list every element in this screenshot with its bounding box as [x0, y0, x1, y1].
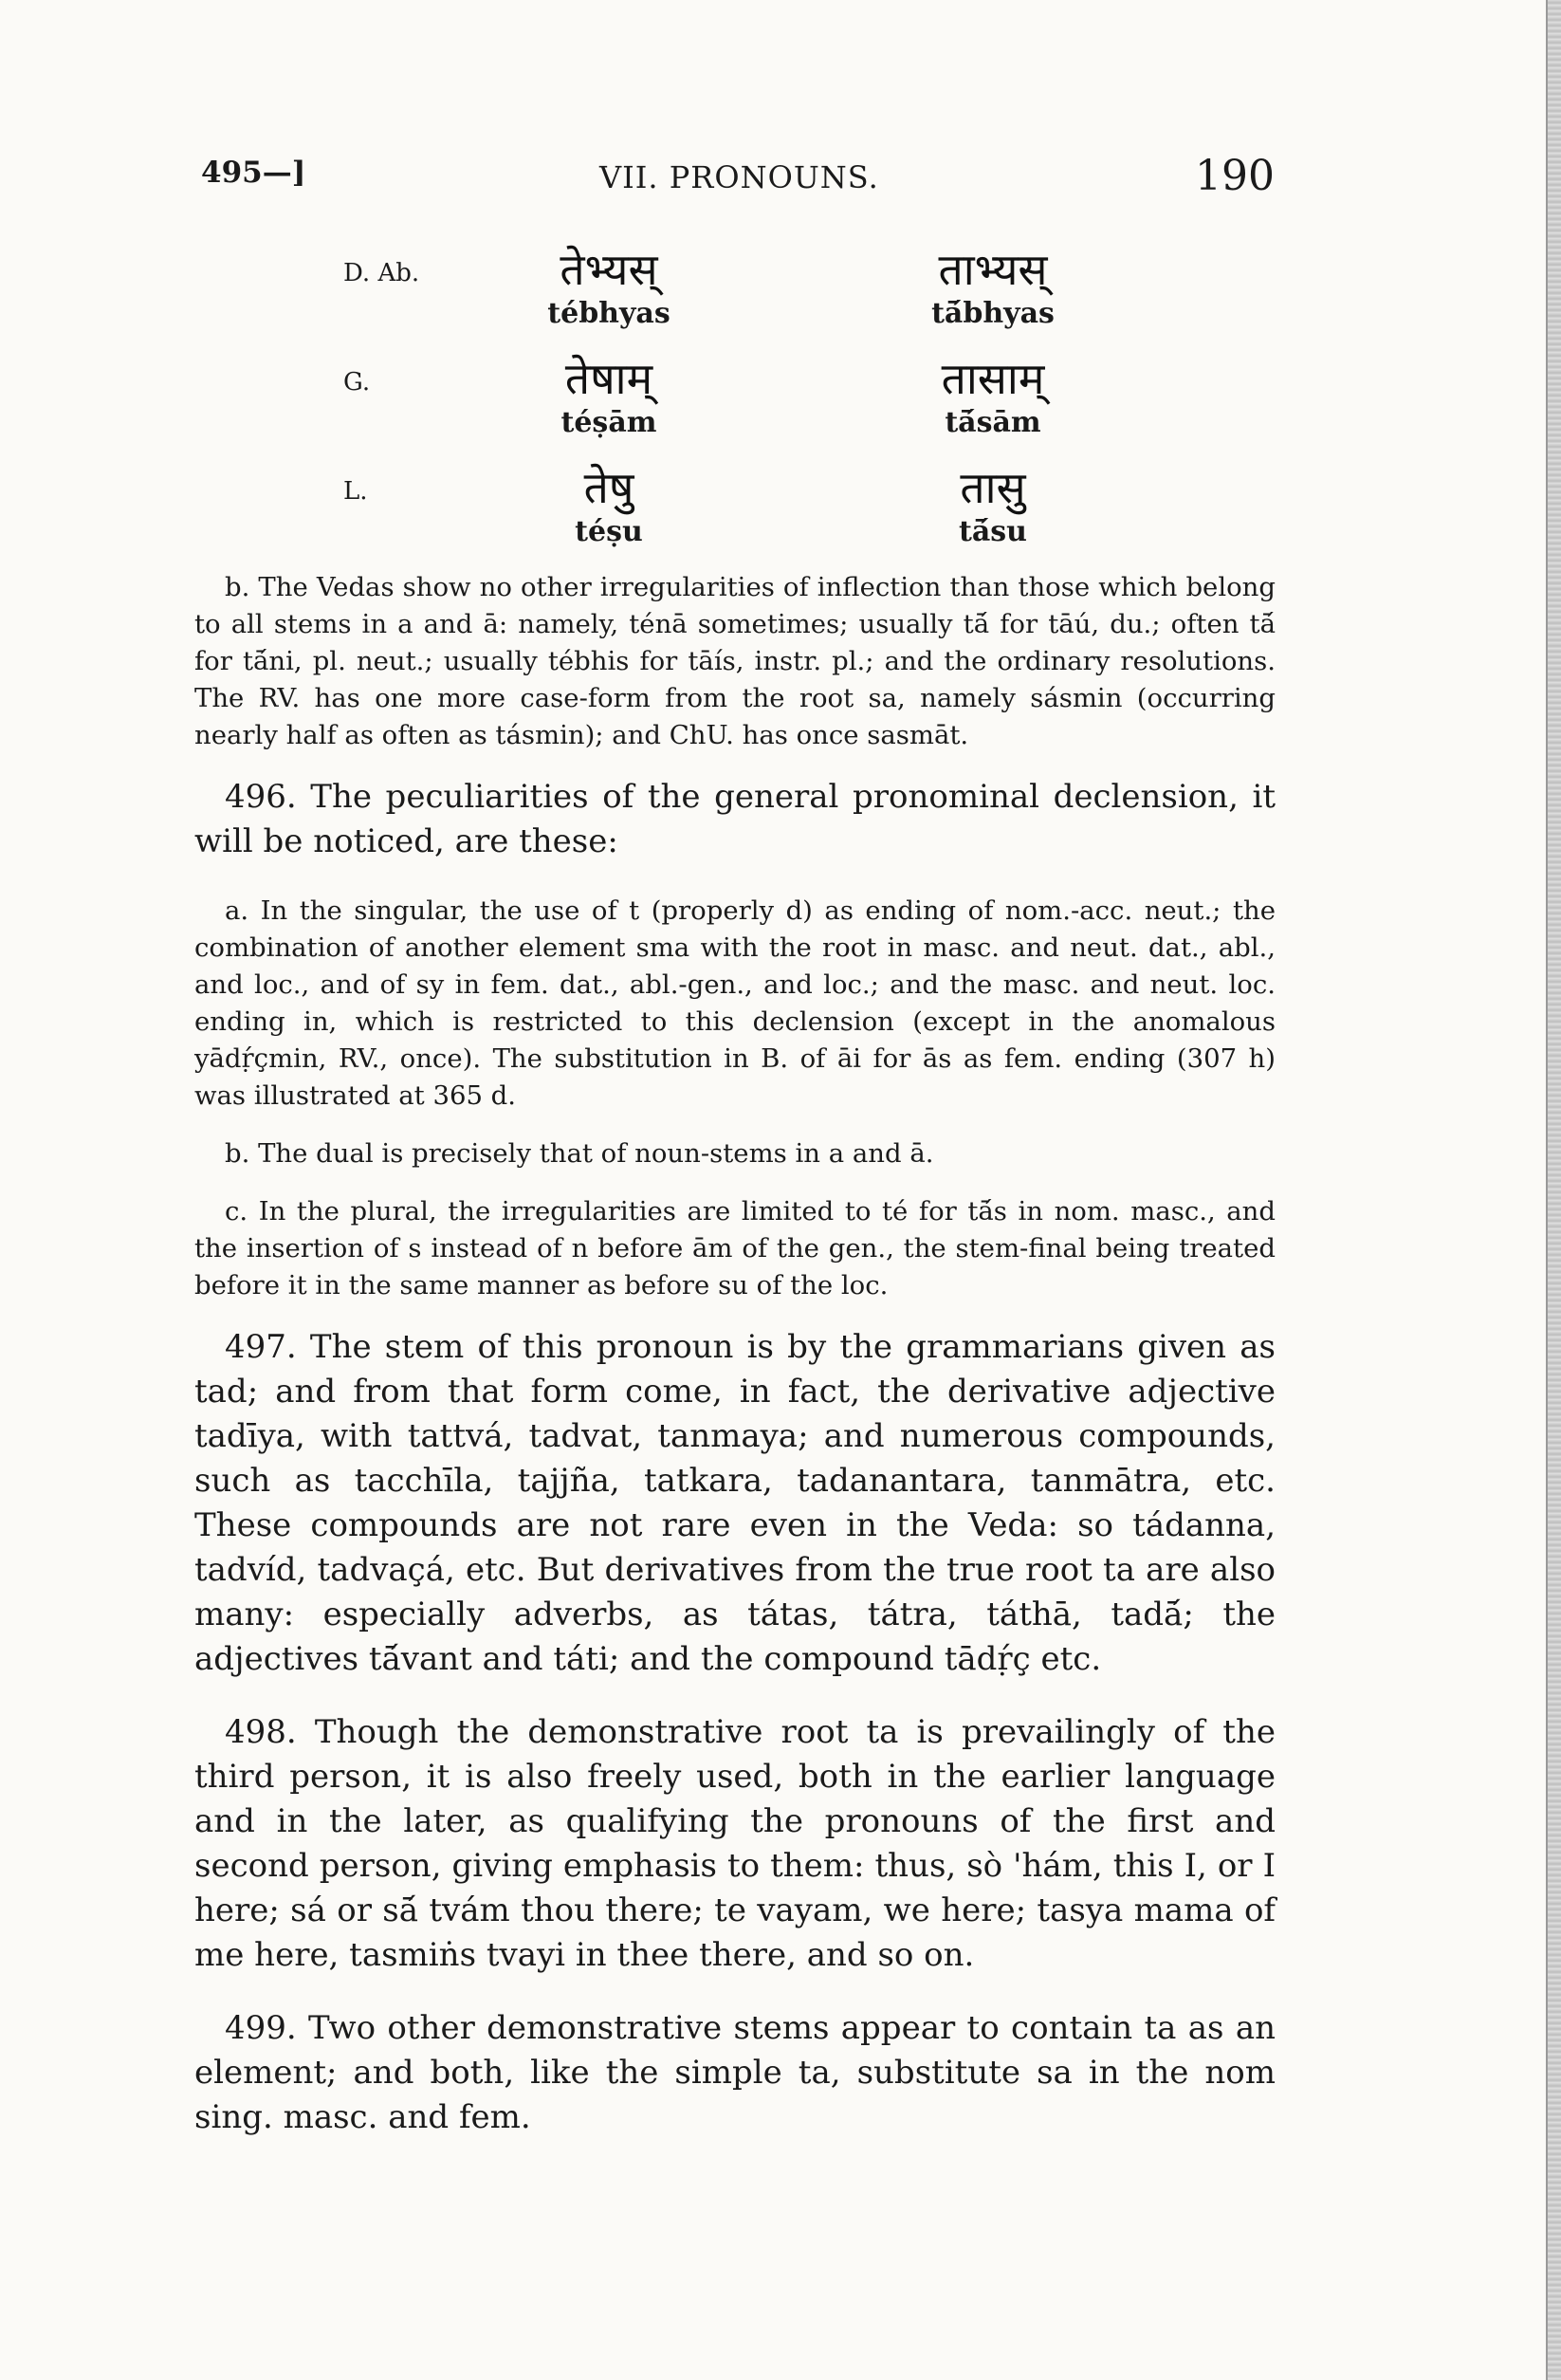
case-label: D. Ab. — [343, 259, 420, 287]
transliteration: tā́bhyas — [931, 297, 1055, 330]
note-a-singular: a. In the singular, the use of t (properly d) as ending of nom.-acc. neut.; the combination of another element sma with the root in masc. and neut. dat., abl., and loc., and of sy in fem. dat., abl.-gen., and loc.; and the masc. and neut. loc. ending in, which is restricted to this declension (except in the anomalous yādṛ́çmin, RV., once). The substitution in B. of āi for ās as fem. ending (307 h) was illustrated at 365 d. — [194, 895, 1276, 1111]
paradigm-row-locative — [201, 460, 1282, 569]
feminine-form — [860, 460, 1126, 549]
masculine-form — [476, 242, 742, 331]
transliteration: téṣu — [575, 515, 643, 548]
page-edge — [1546, 0, 1561, 2380]
running-header — [201, 150, 1282, 207]
feminine-form — [860, 351, 1126, 440]
note-c-plural: c. In the plural, the irregularities are limited to té for tā́s in nom. masc., and the insertion of s instead of n before ām of the gen., the stem-final being treated before it in the same manner as before su of the loc. — [194, 1196, 1276, 1301]
section-marker: 495—] — [201, 156, 306, 190]
transliteration: tā́sām — [945, 406, 1041, 439]
section-497: 497. The stem of this pronoun is by the grammarians given as tad; and from that form come, in fact, the derivative adjective tadīya, with tattvá, tadvat, tanmaya; and numerous compounds, such as tacchīla, tajjña, tatkara, tadanantara, tanmātra, etc. These compounds are not rare even in the Veda: so tádanna, tadvíd, tadvaçá, etc. But derivatives from the true root ta are also many: especially adverbs, as tátas, tátra, táthā, tadā́; the adjectives tā́vant and táti; and the compound tādṛ́ç etc. — [194, 1328, 1276, 1678]
running-head-title: VII. PRONOUNS. — [599, 159, 879, 195]
transliteration: tā́su — [959, 515, 1027, 548]
paradigm-table — [201, 242, 1282, 569]
section-496: 496. The peculiarities of the general pronominal declension, it will be noticed, are these: — [194, 778, 1276, 860]
case-label: G. — [343, 368, 371, 397]
devanagari-form: तेषु — [583, 462, 634, 513]
devanagari-form: तासाम् — [941, 353, 1045, 404]
devanagari-form: ताभ्यस् — [938, 244, 1048, 295]
transliteration: tébhyas — [547, 297, 670, 330]
feminine-form — [860, 242, 1126, 331]
case-label: L. — [343, 477, 368, 506]
section-498: 498. Though the demonstrative root ta is prevailingly of the third person, it is also freely used, both in the earlier language and in the later, as qualifying the pronouns of the first and second person, giving emphasis to them: thus, sò 'hám, this I, or I here; sá or sā́ tvám thou there; te vayam, we here; tasya mama of me here, tasmiṅs tvayi in thee there, and so on. — [194, 1713, 1276, 1974]
note-b-dual: b. The dual is precisely that of noun-stems in a and ā. — [225, 1138, 934, 1169]
masculine-form — [476, 460, 742, 549]
note-b-vedic-irregularities: b. The Vedas show no other irregularities of inflection than those which belong to all stems in a and ā: namely, ténā sometimes; usually tā́ for tāú, du.; often tā́ for tā́ni, pl. neut.; usually tébhis for tāís, instr. pl.; and the ordinary resolutions. The RV. has one more case-form from the root sa, namely sásmin (occurring nearly half as often as tásmin); and ChU. has once sasmāt. — [194, 572, 1276, 750]
masculine-form — [476, 351, 742, 440]
devanagari-form: तासु — [960, 462, 1026, 513]
devanagari-form: तेभ्यस् — [560, 244, 658, 295]
paradigm-row-dative-ablative — [201, 242, 1282, 351]
devanagari-form: तेषाम् — [564, 353, 653, 404]
paradigm-row-genitive — [201, 351, 1282, 460]
page-number: 190 — [1195, 152, 1275, 200]
body-text — [194, 569, 1276, 2168]
transliteration: téṣām — [560, 406, 657, 439]
section-499: 499. Two other demonstrative stems appear to contain ta as an element; and both, like the simple ta, substitute sa in the nom sing. masc. and fem. — [194, 2009, 1276, 2136]
